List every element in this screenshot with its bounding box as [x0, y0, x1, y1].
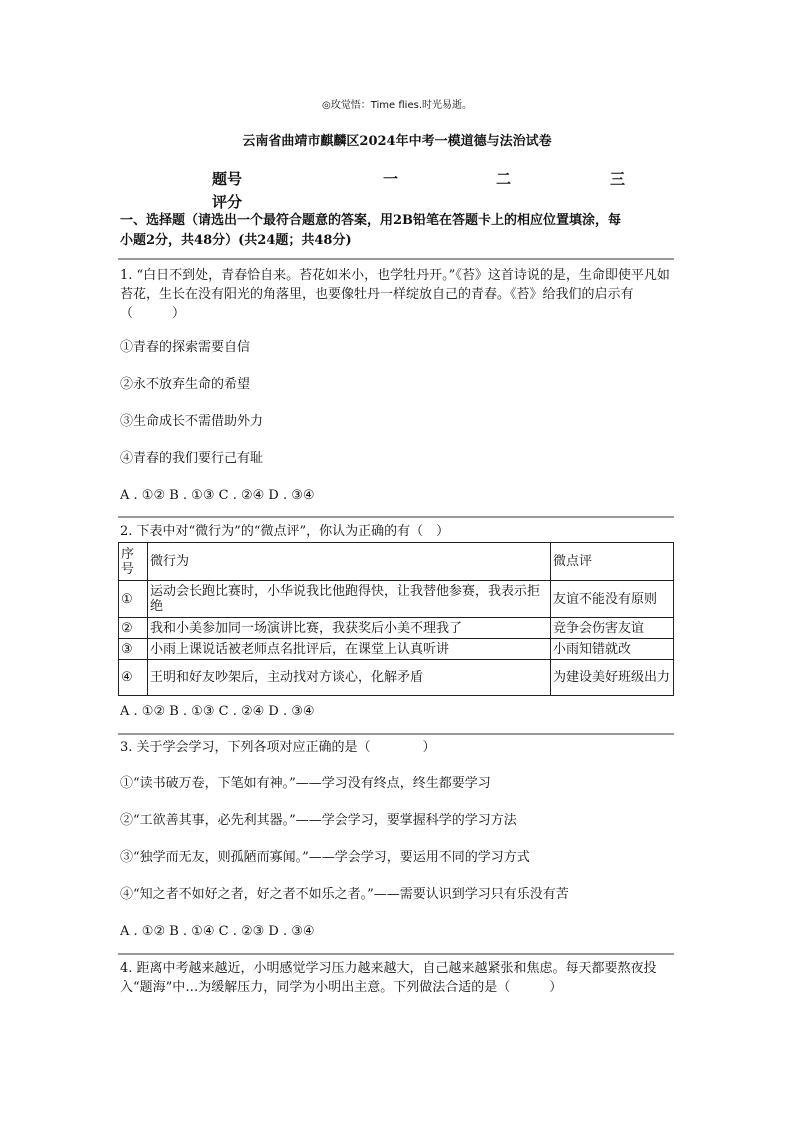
question-1-option: ③生命成长不需借助外力	[120, 414, 264, 429]
table-cell: ③	[119, 639, 148, 660]
question-3-option: ②“工欲善其事，必先利其器。”——学会学习，要掌握科学的学习方法	[120, 813, 517, 828]
question-2-answer-choices: A . ①② B . ①③ C . ②④ D . ③④	[120, 704, 315, 719]
question-divider	[118, 733, 674, 735]
table-header-cell: 序号	[119, 543, 148, 581]
question-1-stem: 1. “白日不到处，青春恰自来。苔花如米小，也学牡丹开。”《苔》这首诗说的是，生命即使平凡如苔花，生长在没有阳光的角落里，也要像牡丹一样绽放自己的青春。《苔》给我们的启示有（ ）	[120, 268, 670, 321]
question-1-option: ①青春的探索需要自信	[120, 340, 251, 355]
table-header-cell: 微点评	[551, 543, 674, 581]
score-row-label-score: 评分	[212, 193, 243, 211]
table-cell: ①	[119, 581, 148, 618]
question-4-stem: 4. 距离中考越来越近，小明感觉学习压力越来越大，自己越来越紧张和焦虑。每天都要熬夜投入“题海”中…为缓解压力，同学为小明出主意。下列做法合适的是（ ）	[120, 961, 657, 995]
question-1-answer-choices: A . ①② B . ①③ C . ②④ D . ③④	[120, 488, 315, 503]
table-cell: 竞争会伤害友谊	[551, 618, 674, 639]
section-title-line1: 一、选择题（请选出一个最符合题意的答案，用2B铅笔在答题卡上的相应位置填涂，每	[120, 213, 622, 228]
table-row	[119, 618, 674, 639]
table-header-cell: 微行为	[148, 543, 551, 581]
question-divider	[118, 953, 674, 955]
table-cell: 王明和好友吵架后，主动找对方谈心，化解矛盾	[148, 660, 551, 696]
exam-title: 云南省曲靖市麒麟区2024年中考一模道德与法治试卷	[242, 134, 552, 149]
question-3-answer-choices: A . ①② B . ①④ C . ②③ D . ③④	[120, 924, 315, 939]
question-3-option: ③“独学而无友，则孤陋而寡闻。”——学会学习，要运用不同的学习方式	[120, 850, 530, 865]
micro-behavior-table	[118, 542, 674, 696]
table-cell: 小雨上课说话被老师点名批评后，在课堂上认真听讲	[148, 639, 551, 660]
question-1-option: ④青春的我们要行己有耻	[120, 451, 264, 466]
table-cell: 我和小美参加同一场演讲比赛，我获奖后小美不理我了	[148, 618, 551, 639]
question-divider	[118, 516, 674, 518]
table-cell: 小雨知错就改	[551, 639, 674, 660]
table-cell: 友谊不能没有原则	[551, 581, 674, 618]
question-3-option: ①“读书破万卷，下笔如有神。”——学习没有终点，终生都要学习	[120, 776, 491, 791]
table-cell: 运动会长跑比赛时，小华说我比他跑得快，让我替他参赛，我表示拒绝	[148, 581, 551, 618]
section-title	[120, 211, 680, 251]
question-2-stem: 2. 下表中对“微行为”的“微点评”，你认为正确的有（ ）	[120, 524, 450, 539]
section-title-line2: 小题2分，共48分）(共24题；共48分)	[120, 233, 352, 248]
question-3-option: ④“知之者不如好之者，好之者不如乐之者。”——需要认识到学习只有乐没有苦	[120, 887, 569, 902]
question-divider	[118, 258, 674, 260]
page-header-motto: ◎玫觉悟：Time flies.时光易逝。	[322, 100, 472, 111]
score-row-label-number: 题号	[212, 170, 243, 188]
table-row	[119, 660, 674, 696]
table-cell: ②	[119, 618, 148, 639]
question-3-stem: 3. 关于学会学习，下列各项对应正确的是（ ）	[120, 740, 436, 755]
table-header-row	[119, 543, 674, 581]
table-row	[119, 581, 674, 618]
question-1-option: ②永不放弃生命的希望	[120, 377, 251, 392]
score-col-3: 三	[610, 170, 626, 188]
table-row	[119, 639, 674, 660]
score-col-2: 二	[496, 170, 512, 188]
table-cell: ④	[119, 660, 148, 696]
table-cell: 为建设美好班级出力	[551, 660, 674, 696]
score-col-1: 一	[383, 170, 399, 188]
